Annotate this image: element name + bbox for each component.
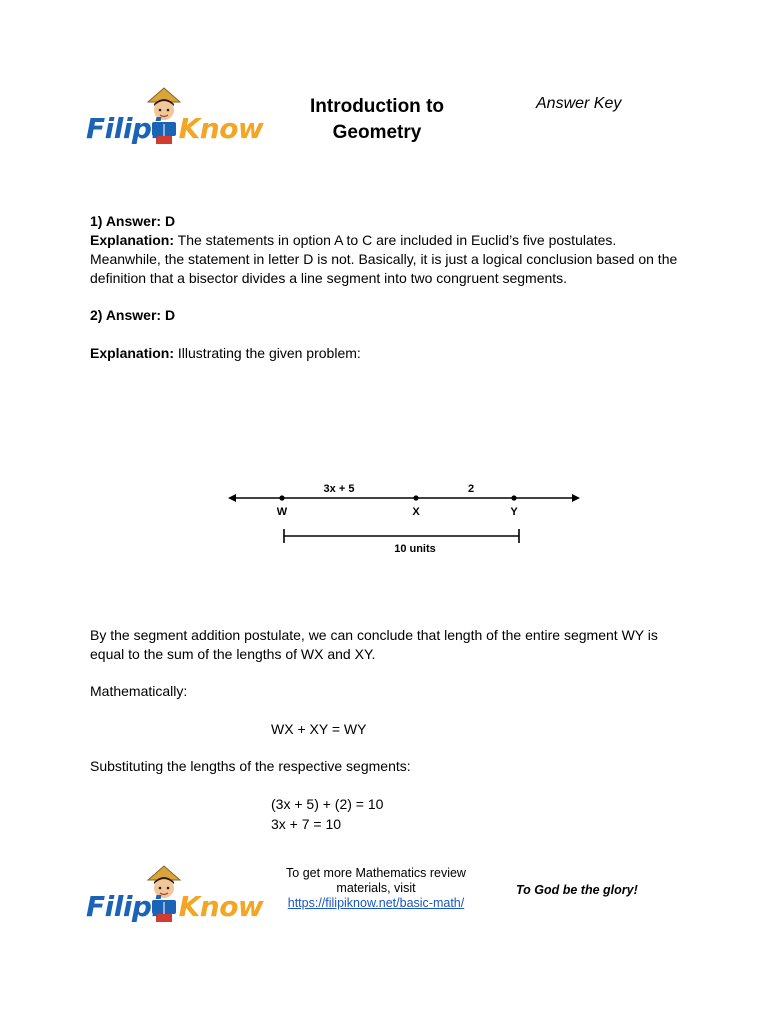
logo-text-filipi: Filipi: [86, 112, 161, 145]
point-x: [413, 495, 418, 500]
q2-heading: 2) Answer: D: [90, 307, 176, 323]
equation-3: 3x + 7 = 10: [271, 816, 342, 832]
footer-logo: [86, 864, 264, 944]
segment-addition-paragraph: By the segment addition postulate, we can conclude that length of the entire segment WY is equal to the sum of the lengths of WX and XY.: [90, 627, 658, 662]
footer-logo-text-filipi: Filipi: [86, 890, 161, 923]
label-xy: 2: [467, 483, 475, 495]
substituting-label: Substituting the lengths of the respective segments:: [90, 758, 411, 774]
q2-explanation: [90, 344, 690, 363]
footer-message: To get more Mathematics review materials, visit https://filipiknow.net/basic-math/: [286, 866, 466, 910]
label-wx: 3x + 5: [323, 483, 355, 495]
footer-logo-text-know: Know: [178, 890, 264, 923]
label-point-y: Y: [510, 506, 518, 518]
q1-explanation-text: The statements in option A to C are included in Euclid’s five postulates. Meanwhile, the statement in letter D is not. Basically, it is just a logical conclusion based on the definition that a bisector divides a line segment into two congruent segments.: [90, 232, 678, 286]
footer-link[interactable]: https://filipiknow.net/basic-math/: [287, 896, 465, 910]
label-point-x: X: [412, 506, 420, 518]
mathematically-label: Mathematically:: [90, 683, 188, 699]
point-y: [511, 495, 516, 500]
filipiknow-logo: [86, 86, 264, 166]
label-point-w: W: [276, 506, 288, 518]
label-measure: 10 units: [394, 543, 436, 555]
q2-explanation-label: Explanation:: [90, 345, 175, 361]
arrow-right-icon: [572, 494, 580, 502]
point-w: [279, 495, 284, 500]
equation-1: WX + XY = WY: [271, 721, 367, 737]
q1-explanation: [90, 231, 690, 288]
logo-text-know: Know: [178, 112, 264, 145]
answer-key-label: Answer Key: [536, 95, 622, 112]
footer-slogan: To God be the glory!: [516, 883, 638, 897]
segment-diagram: [200, 470, 600, 595]
page-title: Introduction to Geometry: [309, 96, 445, 143]
arrow-left-icon: [228, 494, 236, 502]
equation-2: (3x + 5) + (2) = 10: [271, 796, 384, 812]
q1-explanation-label: Explanation:: [90, 232, 175, 248]
q1-heading: 1) Answer: D: [90, 213, 176, 229]
q2-explanation-text: Illustrating the given problem:: [174, 345, 361, 361]
